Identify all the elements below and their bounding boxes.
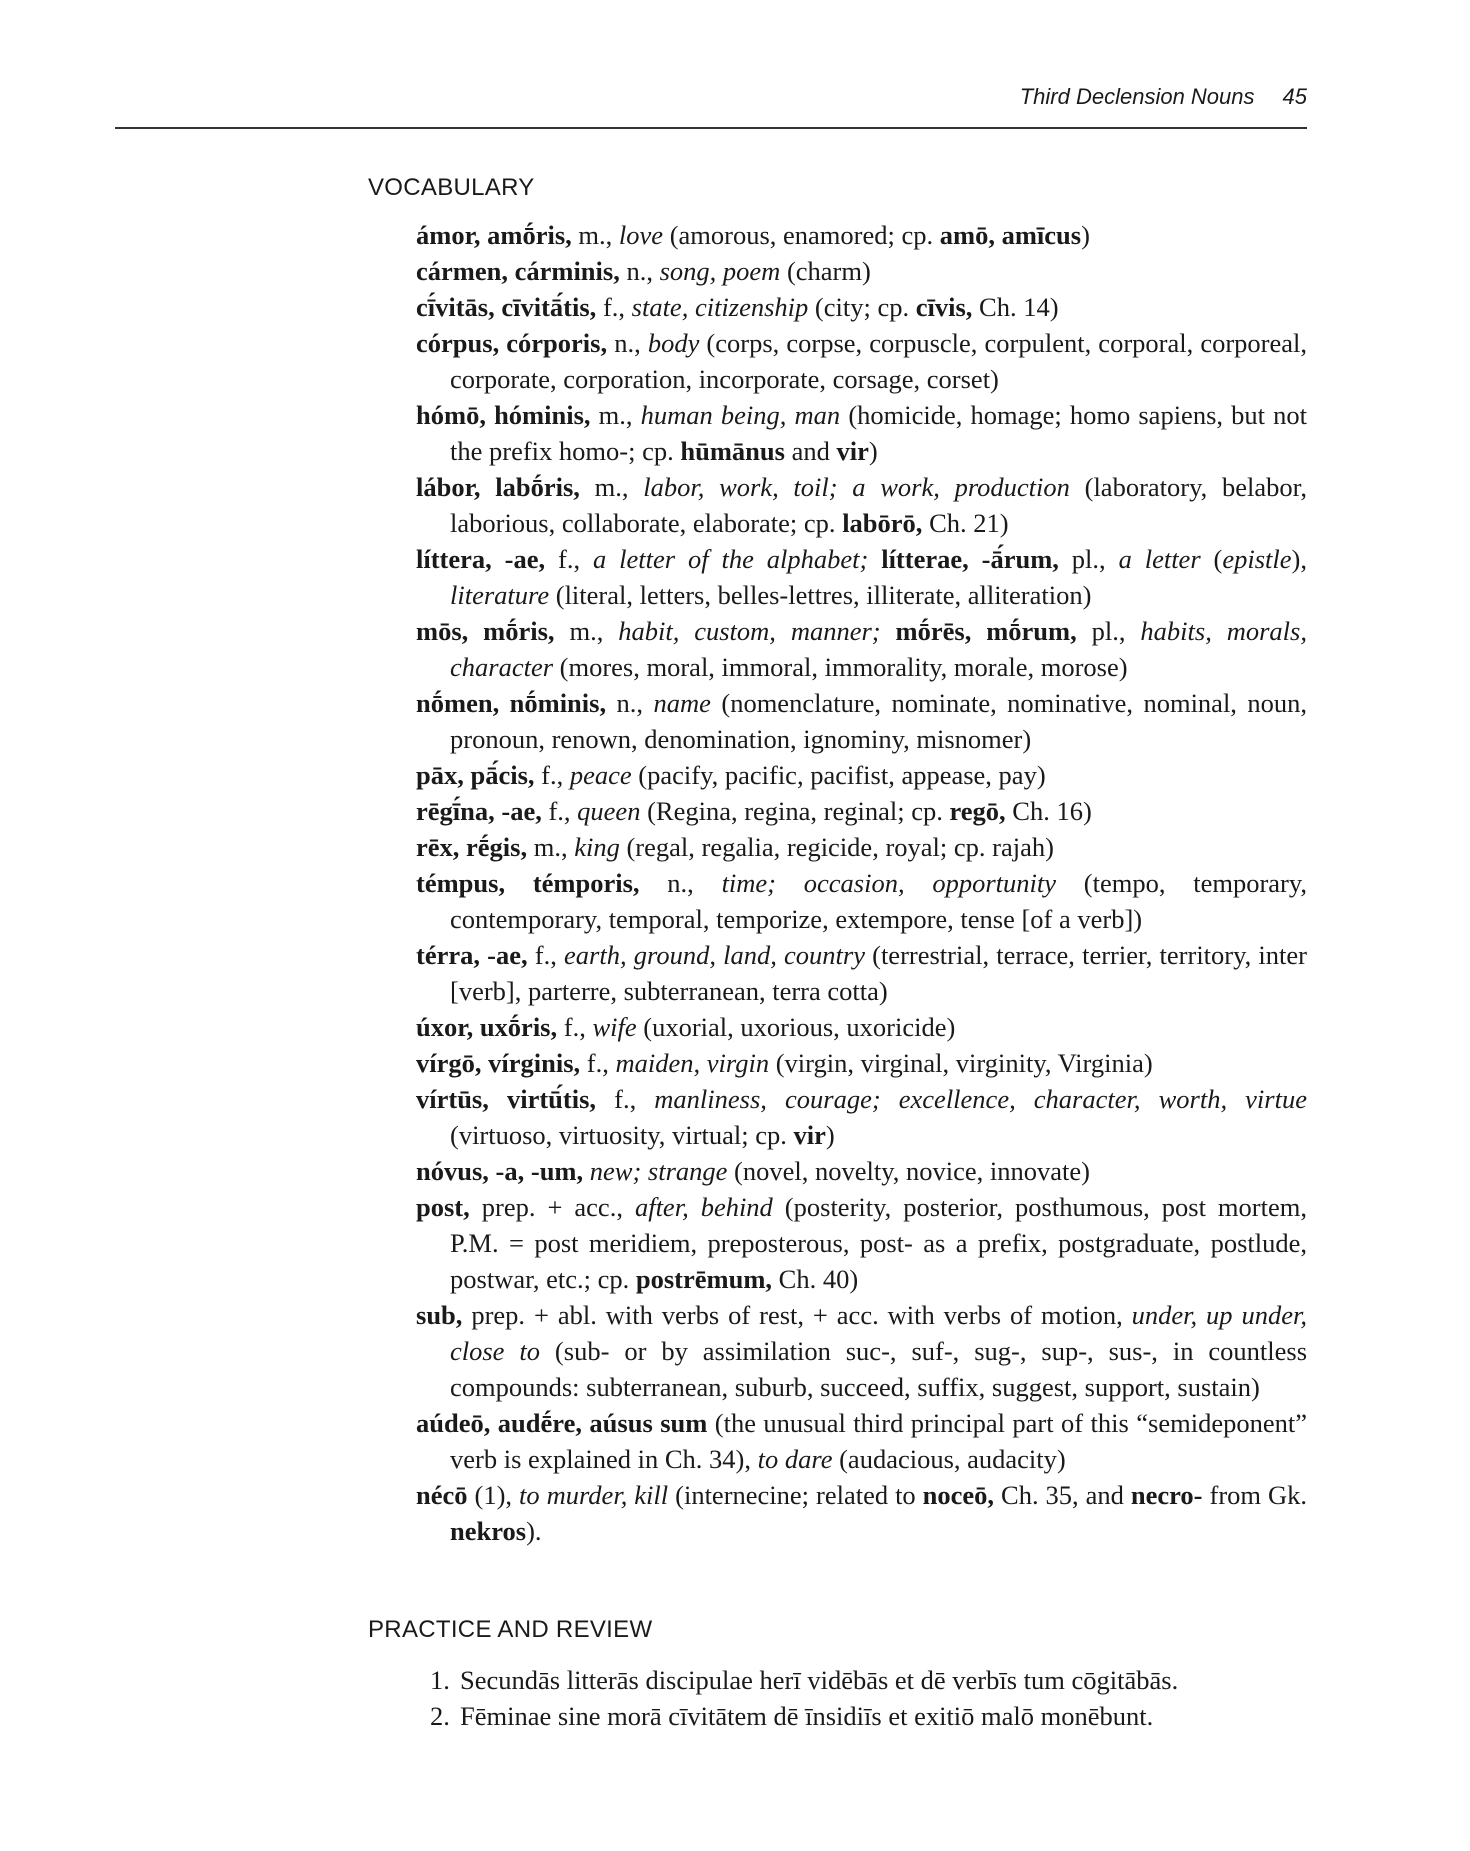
vocab-text: f., [596, 1084, 655, 1114]
vocab-term: ámor, amṓris, [416, 220, 572, 250]
vocab-text: (novel, novelty, novice, innovate) [727, 1156, 1090, 1186]
vocab-text: m., [571, 220, 619, 250]
vocab-term: labōrō, [842, 508, 923, 538]
vocab-entry [416, 613, 1307, 685]
vocab-term: hūmānus [680, 436, 785, 466]
vocab-text: ) [868, 436, 878, 466]
vocab-entry [416, 217, 1307, 253]
vocab-entry [416, 793, 1307, 829]
vocab-entry [416, 325, 1307, 397]
vocab-text: f., [596, 292, 632, 322]
vocab-text: (audacious, audacity) [832, 1444, 1066, 1474]
vocab-entry [416, 937, 1307, 1009]
vocab-text [868, 544, 881, 574]
vocab-text: ), [1291, 544, 1307, 574]
vocab-term: úxor, uxṓris, [416, 1012, 558, 1042]
vocab-term: rēgī́na, -ae, [416, 796, 542, 826]
vocab-text: (internecine; related to [668, 1480, 923, 1510]
vocab-definition: new; strange [589, 1156, 728, 1186]
vocab-definition: to dare [757, 1444, 833, 1474]
vocab-definition: love [618, 220, 664, 250]
vocab-text: Ch. 14) [972, 292, 1059, 322]
vocab-text: Ch. 35, and [994, 1480, 1131, 1510]
vocab-text: and [784, 436, 837, 466]
vocab-text: f., [580, 1048, 616, 1078]
vocab-text: pl., [1076, 616, 1141, 646]
vocab-text: (amorous, enamored; cp. [663, 220, 940, 250]
vocab-definition: habit, custom, manner; [618, 616, 881, 646]
vocab-text: (virtuoso, virtuosity, virtual; cp. [450, 1120, 794, 1150]
vocab-text: (1), [467, 1480, 519, 1510]
vocab-definition: epistle [1222, 544, 1292, 574]
vocab-text: (mores, moral, immoral, immorality, morale, morose) [553, 652, 1128, 682]
vocab-term: nóvus, -a, -um, [416, 1156, 584, 1186]
vocab-definition: time; occasion, opportunity [721, 868, 1057, 898]
vocab-text: (homicide, homage; homo sapiens, but not the prefix homo-; cp. [450, 400, 1307, 466]
vocab-text: (regal, regalia, regicide, royal; cp. rajah) [619, 832, 1054, 862]
vocab-text: (virgin, virginal, virginity, Virginia) [769, 1048, 1153, 1078]
vocab-text: ) [1081, 220, 1090, 250]
vocab-text: (uxorial, uxorious, uxoricide) [636, 1012, 956, 1042]
vocab-text: n., [607, 328, 648, 358]
vocab-text: pl., [1058, 544, 1119, 574]
vocab-text: from Gk. [1202, 1480, 1307, 1510]
vocab-definition: queen [577, 796, 641, 826]
vocab-definition: after, behind [634, 1192, 773, 1222]
vocab-definition: manliness, courage; excellence, character, worth, virtue [654, 1084, 1307, 1114]
vocab-definition: king [574, 832, 620, 862]
vocab-text: m., [579, 472, 644, 502]
vocab-term: témpus, témporis, [416, 868, 640, 898]
vocab-entry [416, 289, 1307, 325]
vocab-definition: to murder, kill [519, 1480, 669, 1510]
vocab-term: nṓmen, nṓminis, [416, 688, 607, 718]
vocab-text: prep. + abl. with verbs of rest, + acc. with verbs of motion, [462, 1300, 1132, 1330]
vocab-entry [416, 1009, 1307, 1045]
vocab-term: amō, amīcus [939, 220, 1082, 250]
vocabulary-heading: VOCABULARY [368, 174, 535, 201]
vocab-term: vírtūs, virtū́tis, [416, 1084, 597, 1114]
vocab-text: (laboratory, belabor, laborious, collaborate, elaborate; cp. [450, 472, 1307, 538]
vocab-entry [416, 829, 1307, 865]
vocab-term: regō, [949, 796, 1006, 826]
vocab-definition: earth, ground, land, country [564, 940, 865, 970]
vocab-entry [416, 1081, 1307, 1153]
vocab-text: prep. + acc., [469, 1192, 635, 1222]
vocab-text: (sub- or by assimilation suc-, suf-, sug-, sup-, sus-, in countless compounds: subterranean, suburb, succeed, suffix, suggest, support, sustain) [450, 1336, 1308, 1402]
practice-sentence: Fēminae sine morā cīvitātem dē īnsidiīs et exitiō malō monēbunt. [460, 1701, 1154, 1731]
vocab-text: (Regina, regina, reginal; cp. [640, 796, 950, 826]
vocab-text: Ch. 21) [922, 508, 1009, 538]
vocab-text: ). [526, 1516, 542, 1546]
vocab-entry [416, 1405, 1307, 1477]
vocab-entry [416, 1189, 1307, 1297]
vocab-text: (nomenclature, nominate, nominative, nominal, noun, pronoun, renown, denomination, ignominy, misnomer) [450, 688, 1308, 754]
vocab-text: (literal, letters, belles-lettres, illiterate, alliteration) [549, 580, 1092, 610]
vocab-term: rēx, rḗgis, [416, 832, 528, 862]
vocab-definition: wife [592, 1012, 637, 1042]
vocab-term: pāx, pā́cis, [416, 760, 535, 790]
vocab-definition: human being, man [640, 400, 841, 430]
vocab-definition: body [647, 328, 700, 358]
vocab-text: n., [639, 868, 722, 898]
vocabulary-list [416, 217, 1307, 1549]
vocab-text: (charm) [780, 256, 871, 286]
vocab-entry [416, 541, 1307, 613]
vocab-text: f., [534, 760, 570, 790]
vocab-text: m., [527, 832, 575, 862]
vocab-term: cī́vitās, cīvitā́tis, [416, 292, 597, 322]
vocab-definition: state, citizenship [631, 292, 809, 322]
vocab-term: córpus, córporis, [416, 328, 608, 358]
vocab-text [583, 1156, 590, 1186]
vocab-term: vir [793, 1120, 826, 1150]
vocab-text: (city; cp. [808, 292, 916, 322]
vocab-definition: maiden, virgin [615, 1048, 770, 1078]
vocab-definition: labor, work, toil; a work, production [643, 472, 1070, 502]
vocab-text: (terrestrial, terrace, terrier, territory, inter [verb], parterre, subterranean, terra cotta) [450, 940, 1307, 1006]
vocab-text: f., [541, 796, 578, 826]
vocab-term: vírgō, vírginis, [416, 1048, 581, 1078]
vocab-text: ) [825, 1120, 835, 1150]
vocab-entry [416, 397, 1307, 469]
vocab-term: sub, [416, 1300, 463, 1330]
practice-sentence: Secundās litterās discipulae herī vidēbās et dē verbīs tum cōgitābās. [460, 1665, 1179, 1695]
vocab-text: n., [606, 688, 654, 718]
vocab-term: lítterae, -ā́rum, [881, 544, 1059, 574]
vocab-definition: a letter [1118, 544, 1201, 574]
vocab-text: (posterity, posterior, posthumous, post mortem, P.M. = post meridiem, preposterous, post- as a prefix, postgraduate, postlude, postwar, etc.; cp. [450, 1192, 1307, 1294]
vocab-text: (pacify, pacific, pacifist, appease, pay) [631, 760, 1046, 790]
vocab-term: hómō, hóminis, [416, 400, 591, 430]
chapter-title: Third Declension Nouns [1019, 84, 1255, 109]
vocab-entry [416, 469, 1307, 541]
vocab-text: (corps, corpse, corpuscle, corpulent, corporal, corporeal, corporate, corporation, incorporate, corsage, corset) [450, 328, 1307, 394]
page-number: 45 [1282, 84, 1307, 109]
vocab-term: vir [836, 436, 869, 466]
vocab-term: nécō [416, 1480, 468, 1510]
vocab-definition: a letter of the alphabet; [593, 544, 869, 574]
vocab-term: cīvis, [915, 292, 973, 322]
vocab-term: cármen, cárminis, [416, 256, 620, 286]
vocab-text: (the unusual third principal part of this “semideponent” verb is explained in Ch. 34), [450, 1408, 1307, 1474]
vocab-text: Ch. 16) [1005, 796, 1092, 826]
vocab-definition: peace [569, 760, 632, 790]
vocab-definition: name [653, 688, 711, 718]
vocab-definition: habits, morals, character [450, 616, 1307, 682]
vocab-text: f., [557, 1012, 593, 1042]
vocab-entry [416, 685, 1307, 757]
vocab-term: mōs, mṓris, [416, 616, 555, 646]
vocab-text: m., [554, 616, 619, 646]
vocab-entry [416, 1477, 1307, 1549]
vocab-term: noceō, [922, 1480, 995, 1510]
vocab-entry [416, 757, 1307, 793]
practice-item [430, 1698, 1307, 1734]
practice-list [430, 1662, 1307, 1734]
vocab-entry [416, 865, 1307, 937]
vocab-term: lábor, labṓris, [416, 472, 580, 502]
practice-heading: PRACTICE AND REVIEW [368, 1616, 653, 1643]
vocab-term: térra, -ae, [416, 940, 528, 970]
vocab-text: f., [527, 940, 565, 970]
vocab-term: aúdeō, audḗre, aúsus sum [416, 1408, 708, 1438]
vocab-entry [416, 1153, 1307, 1189]
vocab-entry [416, 1297, 1307, 1405]
vocab-entry [416, 253, 1307, 289]
practice-item [430, 1662, 1307, 1698]
header-rule [115, 127, 1307, 129]
vocab-term: post, [416, 1192, 470, 1222]
vocab-term: nekros [450, 1516, 527, 1546]
vocab-term: líttera, -ae, [416, 544, 546, 574]
vocab-text: Ch. 40) [772, 1264, 859, 1294]
vocab-text [881, 616, 896, 646]
vocab-term: postrēmum, [635, 1264, 773, 1294]
vocab-text: n., [619, 256, 660, 286]
vocab-definition: song, poem [659, 256, 781, 286]
vocab-definition: under, up under, close to [450, 1300, 1307, 1366]
practice-number: 1. [430, 1665, 450, 1695]
vocab-entry [416, 1045, 1307, 1081]
running-head [115, 84, 1307, 110]
practice-number: 2. [430, 1701, 450, 1731]
vocab-text: m., [590, 400, 641, 430]
vocab-text: (tempo, temporary, contemporary, temporal, temporize, extempore, tense [of a verb]) [450, 868, 1308, 934]
vocab-text: ( [1200, 544, 1223, 574]
vocab-term: necro- [1130, 1480, 1203, 1510]
vocab-definition: literature [450, 580, 550, 610]
vocab-term: mṓrēs, mṓrum, [895, 616, 1077, 646]
vocab-text: f., [545, 544, 593, 574]
